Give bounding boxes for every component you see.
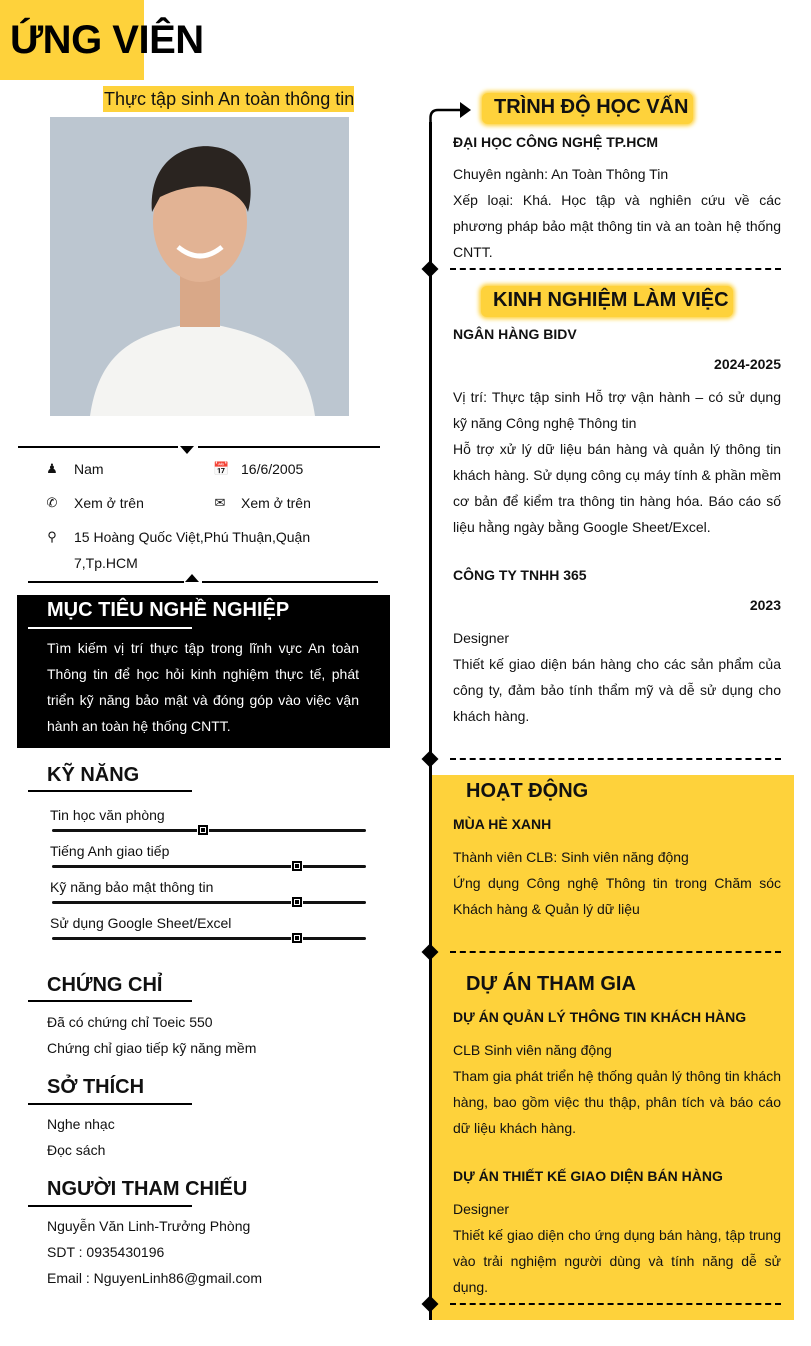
school-name: ĐẠI HỌC CÔNG NGHỆ TP.HCM (453, 134, 659, 150)
divider (28, 581, 184, 583)
heading-underline (28, 790, 192, 792)
project-name: DỰ ÁN QUẢN LÝ THÔNG TIN KHÁCH HÀNG (453, 1009, 747, 1025)
skill-label: Sử dụng Google Sheet/Excel (50, 915, 232, 931)
reference-name: Nguyễn Văn Linh-Trưởng Phòng (47, 1218, 251, 1234)
gender: Nam (74, 461, 104, 477)
reference-email: Email : NguyenLinh86@gmail.com (47, 1270, 262, 1286)
phone-icon: ✆ (46, 495, 58, 510)
skill-slider-handle (292, 861, 302, 871)
objective-section (17, 595, 390, 748)
dashed-divider (450, 268, 781, 270)
skill-slider-track (52, 901, 366, 904)
address: 15 Hoàng Quốc Việt,Phú Thuận,Quận 7,Tp.HCM (74, 529, 311, 571)
job-period: 2023 (749, 597, 781, 613)
activity-name: MÙA HÈ XANH (453, 816, 552, 832)
skill-slider-handle (292, 897, 302, 907)
dashed-divider (450, 758, 781, 760)
project-description: Tham gia phát triển hệ thống quản lý thông tin khách hàng, bao gồm việc thu thập, phân tích và báo cáo dữ liệu khách hàng. (453, 1068, 781, 1136)
job-description: Hỗ trợ xử lý dữ liệu bán hàng và quản lý thông tin khách hàng. Sử dụng công cụ máy tính & phần mềm cơ bản để kiểm tra thông tin hàng hóa. Báo cáo số liệu hằng ngày bằng Google Sheet/Excel. (453, 441, 781, 535)
activity-role: Thành viên CLB: Sinh viên năng động (453, 849, 689, 865)
triangle-down-icon (180, 446, 194, 454)
project-description: Thiết kế giao diện cho ứng dụng bán hàng, tập trung vào trải nghiệm người dùng và tính năng dễ sử dụng. (453, 1227, 781, 1295)
hobby-item: Nghe nhạc (47, 1116, 115, 1132)
certificate-item: Chứng chỉ giao tiếp kỹ năng mềm (47, 1040, 257, 1056)
projects-heading: DỰ ÁN THAM GIA (466, 973, 636, 995)
company-name: NGÂN HÀNG BIDV (453, 326, 577, 342)
calendar-icon: 📅 (213, 461, 230, 476)
certificate-item: Đã có chứng chỉ Toeic 550 (47, 1014, 213, 1030)
email: Xem ở trên (241, 495, 311, 511)
objective-heading: MỤC TIÊU NGHỀ NGHIỆP (47, 599, 290, 621)
skills-heading: KỸ NĂNG (47, 764, 140, 786)
birthday: 16/6/2005 (241, 461, 304, 477)
user-icon: ♟ (46, 461, 58, 476)
job-period: 2024-2025 (714, 356, 781, 372)
heading-underline (28, 627, 192, 629)
major: Chuyên ngành: An Toàn Thông Tin (453, 166, 669, 182)
skill-label: Tiếng Anh giao tiếp (50, 843, 170, 859)
timeline-arrow-icon (426, 98, 476, 128)
hobby-item: Đọc sách (47, 1142, 106, 1158)
certificates-heading: CHỨNG CHỈ (47, 974, 163, 996)
skill-slider-track (52, 829, 366, 832)
hobbies-heading: SỞ THÍCH (47, 1076, 145, 1098)
divider (18, 446, 178, 448)
page-title: ỨNG VIÊN (10, 18, 204, 62)
activity-description: Ứng dụng Công nghệ Thông tin trong Chăm sóc Khách hàng & Quản lý dữ liệu (453, 875, 781, 917)
job-title: Thực tập sinh An toàn thông tin (103, 86, 354, 112)
timeline-diamond-icon (422, 751, 439, 768)
skill-slider-handle (292, 933, 302, 943)
timeline-diamond-icon (422, 261, 439, 278)
heading-underline (28, 1103, 192, 1105)
triangle-up-icon (185, 574, 199, 582)
profile-photo (50, 117, 349, 416)
job-role: Vị trí: Thực tập sinh Hỗ trợ vận hành – có sử dụng kỹ năng Công nghệ Thông tin (453, 389, 781, 431)
project-role: Designer (453, 1201, 510, 1217)
education-heading: TRÌNH ĐỘ HỌC VẤN (494, 96, 689, 118)
activities-heading: HOẠT ĐỘNG (466, 780, 589, 802)
heading-underline (28, 1205, 192, 1207)
skill-label: Kỹ năng bảo mật thông tin (50, 879, 214, 895)
project-role: CLB Sinh viên năng động (453, 1042, 612, 1058)
heading-underline (28, 1000, 192, 1002)
map-pin-icon: ⚲ (47, 529, 57, 544)
skill-slider-track (52, 937, 366, 940)
skill-slider-track (52, 865, 366, 868)
job-description: Thiết kế giao diện bán hàng cho các sản phẩm của công ty, đảm bảo tính thẩm mỹ và dễ sử dụng cho khách hàng. (453, 656, 781, 724)
experience-heading: KINH NGHIỆM LÀM VIỆC (493, 289, 729, 311)
skill-label: Tin học văn phòng (50, 807, 165, 823)
objective-text: Tìm kiếm vị trí thực tập trong lĩnh vực An toàn Thông tin để học hỏi kinh nghiệm thực tế, phát triển kỹ năng bảo mật và đóng góp vào việc vận hành an toàn hệ thống CNTT. (47, 640, 359, 734)
project-name: DỰ ÁN THIẾT KẾ GIAO DIỆN BÁN HÀNG (453, 1168, 723, 1184)
skill-slider-handle (198, 825, 208, 835)
dashed-divider (450, 951, 781, 953)
divider (202, 581, 378, 583)
divider (198, 446, 380, 448)
company-name: CÔNG TY TNHH 365 (453, 567, 587, 583)
education-description: Xếp loại: Khá. Học tập và nghiên cứu về các phương pháp bảo mật thông tin và an toàn hệ thống CNTT. (453, 192, 781, 260)
envelope-icon: ✉ (214, 495, 226, 510)
references-heading: NGƯỜI THAM CHIẾU (47, 1178, 248, 1200)
job-role: Designer (453, 630, 510, 646)
timeline-line (429, 122, 432, 1320)
phone: Xem ở trên (74, 495, 144, 511)
dashed-divider (450, 1303, 781, 1305)
reference-phone: SDT : 0935430196 (47, 1244, 165, 1260)
